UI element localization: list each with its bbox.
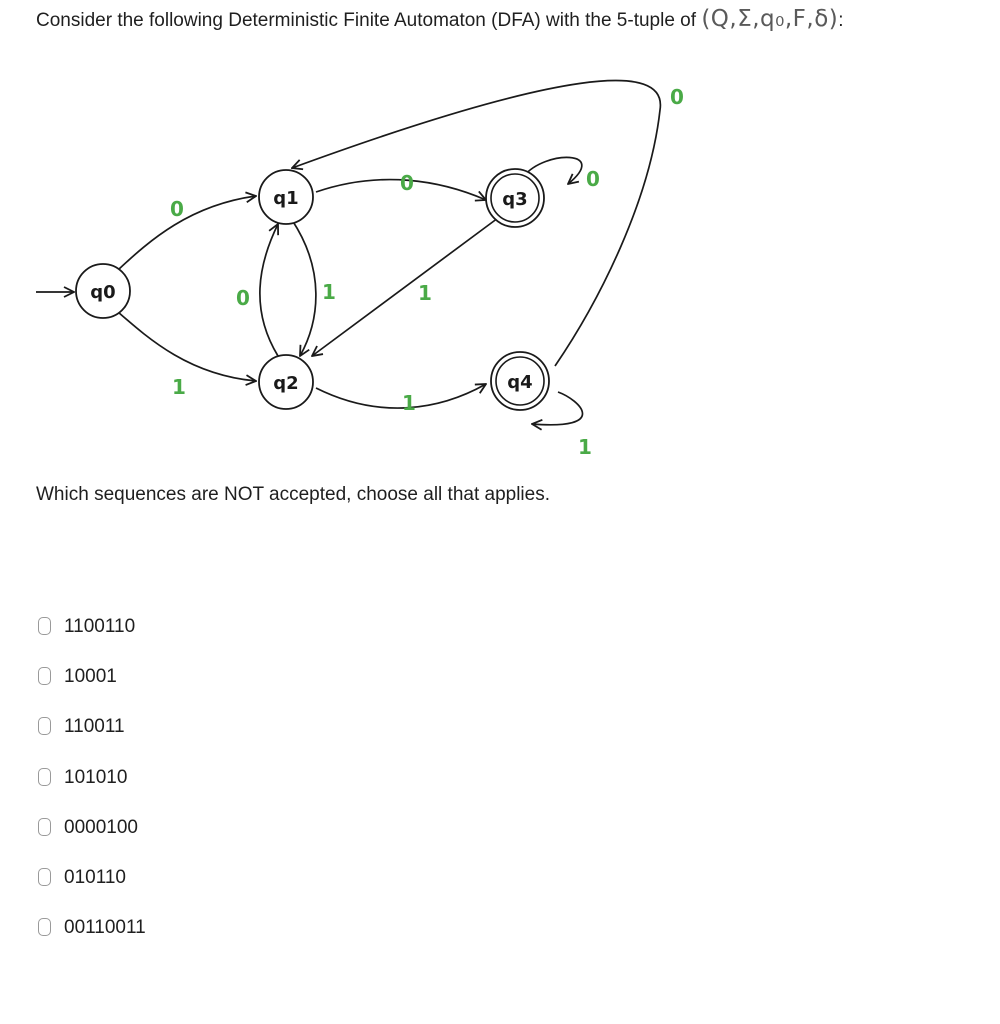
state-q0-label: q0	[90, 282, 116, 303]
label-q4-q1: 0	[670, 85, 684, 109]
label-q1-q3: 0	[400, 171, 414, 195]
edge-q0-q2	[118, 312, 256, 381]
edge-q4-q1	[292, 81, 660, 366]
option-7-checkbox[interactable]	[38, 918, 51, 936]
state-q2-label: q2	[273, 373, 299, 394]
option-5[interactable]	[38, 815, 146, 865]
state-q1	[259, 170, 313, 224]
option-2-label[interactable]: 10001	[64, 666, 117, 688]
option-7[interactable]	[38, 915, 146, 965]
option-5-label[interactable]: 0000100	[64, 816, 138, 838]
option-4-label[interactable]: 101010	[64, 766, 128, 788]
option-3-label[interactable]: 110011	[64, 716, 125, 738]
state-q1-label: q1	[273, 188, 299, 209]
option-6-checkbox[interactable]	[38, 868, 51, 886]
label-q4-q4: 1	[578, 435, 592, 459]
option-6[interactable]	[38, 865, 146, 915]
answer-options	[38, 614, 146, 965]
prompt-text: Which sequences are NOT accepted, choose all that applies.	[36, 484, 550, 505]
state-q2	[259, 355, 313, 409]
option-1[interactable]	[38, 614, 146, 664]
option-2[interactable]	[38, 664, 146, 714]
label-q3-q3: 0	[586, 167, 600, 191]
state-q4-label: q4	[507, 372, 533, 393]
state-q4	[491, 352, 549, 410]
dfa-diagram	[0, 0, 1000, 470]
option-1-label[interactable]: 1100110	[64, 616, 136, 637]
question-colon: :	[838, 10, 844, 31]
option-1-checkbox[interactable]	[38, 617, 51, 635]
label-q0-q2: 1	[172, 375, 186, 399]
question-intro: Consider the following Deterministic Finite Automaton (DFA) with the 5-tuple of	[36, 10, 697, 31]
edge-q0-q1	[118, 196, 256, 270]
label-q2-q4: 1	[402, 391, 416, 415]
state-q0	[76, 264, 130, 318]
option-4-checkbox[interactable]	[38, 768, 51, 786]
option-4[interactable]	[38, 765, 146, 815]
option-3-checkbox[interactable]	[38, 717, 51, 735]
option-3[interactable]	[38, 714, 146, 764]
label-q3-q2: 1	[418, 281, 432, 305]
label-q0-q1: 0	[170, 197, 184, 221]
option-7-label[interactable]: 00110011	[64, 917, 146, 939]
edge-q2-q1	[260, 224, 278, 356]
option-6-label[interactable]: 010110	[64, 866, 126, 888]
five-tuple: (Q,Σ,q₀,F,δ)	[701, 6, 839, 32]
edge-q1-q2	[292, 220, 316, 356]
state-q3-label: q3	[502, 189, 528, 210]
option-2-checkbox[interactable]	[38, 667, 51, 685]
label-q1-q2: 1	[322, 280, 336, 304]
label-q2-q1: 0	[236, 286, 250, 310]
option-5-checkbox[interactable]	[38, 818, 51, 836]
edge-q2-q4	[316, 384, 486, 408]
state-q3	[486, 169, 544, 227]
edge-q3-q2	[312, 218, 498, 356]
